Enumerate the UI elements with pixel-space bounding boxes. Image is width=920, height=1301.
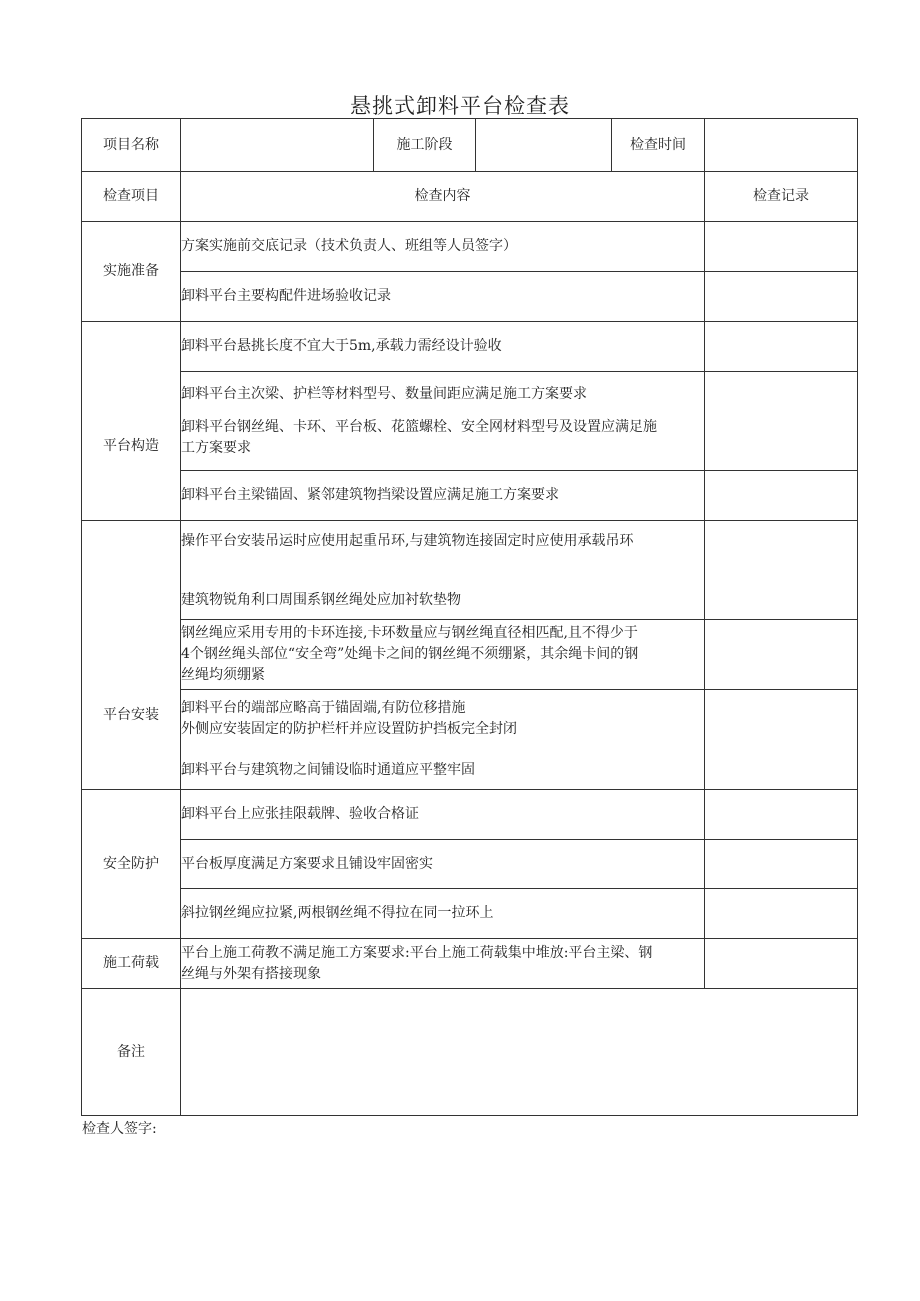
remarks-row	[82, 989, 858, 1116]
content-line: 钢丝绳应采用专用的卡环连接,卡环数量应与钢丝绳直径相匹配,且不得少于	[181, 625, 638, 641]
col-header-content: 检查内容	[181, 172, 705, 222]
record-cell[interactable]	[705, 840, 858, 889]
record-cell[interactable]	[705, 889, 858, 939]
construction-stage-field[interactable]	[476, 119, 612, 172]
inspection-table	[81, 118, 858, 1116]
content-line: 卸料平台的端部应略高于锚固端,有防位移措施	[181, 700, 466, 716]
check-content	[181, 521, 705, 620]
content-line: 丝绳均须绷紧	[181, 667, 265, 683]
inspection-time-field[interactable]	[705, 119, 858, 172]
content-line: 工方案要求	[181, 439, 251, 456]
remarks-label: 备注	[82, 989, 181, 1116]
content-line: 建筑物锐角利口周围系钢丝绳处应加衬软垫物	[181, 592, 461, 608]
category-load: 施工荷载	[82, 939, 181, 989]
table-row	[82, 790, 858, 840]
content-line: 卸料平台与建筑物之间铺设临时通道应平整牢固	[181, 762, 475, 778]
table-row	[82, 222, 858, 272]
table-row	[82, 322, 858, 372]
category-install	[82, 521, 181, 790]
category-label: 平台安装	[103, 706, 159, 723]
record-cell[interactable]	[705, 372, 858, 471]
project-name-field[interactable]	[181, 119, 374, 172]
table-row	[82, 690, 858, 790]
content-line: 卸料平台主次梁、护栏等材料型号、数量间距应满足施工方案要求	[181, 385, 587, 402]
content-line: 4个钢丝绳头部位“安全弯”处绳卡之间的钢丝绳不须绷紧，其余绳卡间的钢	[181, 646, 639, 662]
check-content: 卸料平台主梁锚固、紧邻建筑物挡梁设置应满足施工方案要求	[181, 471, 705, 521]
table-row	[82, 521, 858, 620]
record-cell[interactable]	[705, 272, 858, 322]
table-row	[82, 620, 858, 690]
col-header-record: 检查记录	[705, 172, 858, 222]
content-line: 操作平台安装吊运时应使用起重吊环,与建筑物连接固定时应使用承载吊环	[181, 533, 634, 549]
content-line: 平台上施工荷教不满足施工方案要求:平台上施工荷载集中堆放:平台主梁、钢	[181, 944, 653, 961]
category-label: 平台构造	[103, 437, 159, 454]
check-content: 卸料平台主要构配件进场验收记录	[181, 272, 705, 322]
table-row	[82, 889, 858, 939]
category-prep: 实施准备	[82, 222, 181, 322]
record-cell[interactable]	[705, 620, 858, 690]
content-line: 卸料平台钢丝绳、卡环、平台板、花篮螺栓、安全网材料型号及设置应满足施	[181, 418, 657, 435]
header-row	[82, 119, 858, 172]
check-content	[181, 620, 705, 690]
check-content: 卸料平台悬挑长度不宜大于5m,承载力需经设计验收	[181, 322, 705, 372]
check-content	[181, 939, 705, 989]
col-header-item: 检查项目	[82, 172, 181, 222]
check-content: 方案实施前交底记录（技术负责人、班组等人员签字）	[181, 222, 705, 272]
content-line: 外侧应安装固定的防护栏杆并应设置防护挡板完全封闭	[181, 721, 517, 737]
check-content: 斜拉钢丝绳应拉紧,两根钢丝绳不得拉在同一拉环上	[181, 889, 705, 939]
record-cell[interactable]	[705, 322, 858, 372]
project-name-label: 项目名称	[82, 119, 181, 172]
check-content: 卸料平台上应张挂限载牌、验收合格证	[181, 790, 705, 840]
record-cell[interactable]	[705, 521, 858, 620]
check-content	[181, 690, 705, 790]
page-title: 悬挑式卸料平台检查表	[350, 94, 570, 118]
table-row	[82, 372, 858, 471]
table-row	[82, 939, 858, 989]
check-content	[181, 372, 705, 471]
category-safety: 安全防护	[82, 790, 181, 939]
record-cell[interactable]	[705, 690, 858, 790]
content-line: 丝绳与外架有搭接现象	[181, 965, 321, 982]
record-cell[interactable]	[705, 939, 858, 989]
table-row	[82, 471, 858, 521]
table-row	[82, 272, 858, 322]
table-row	[82, 840, 858, 889]
category-structure	[82, 322, 181, 521]
record-cell[interactable]	[705, 790, 858, 840]
record-cell[interactable]	[705, 222, 858, 272]
check-content: 平台板厚度满足方案要求且铺设牢固密实	[181, 840, 705, 889]
record-cell[interactable]	[705, 471, 858, 521]
inspector-signature-label: 检查人签字:	[82, 1121, 157, 1137]
column-header-row	[82, 172, 858, 222]
remarks-field[interactable]	[181, 989, 858, 1116]
inspection-time-label: 检查时间	[612, 119, 705, 172]
construction-stage-label: 施工阶段	[374, 119, 476, 172]
